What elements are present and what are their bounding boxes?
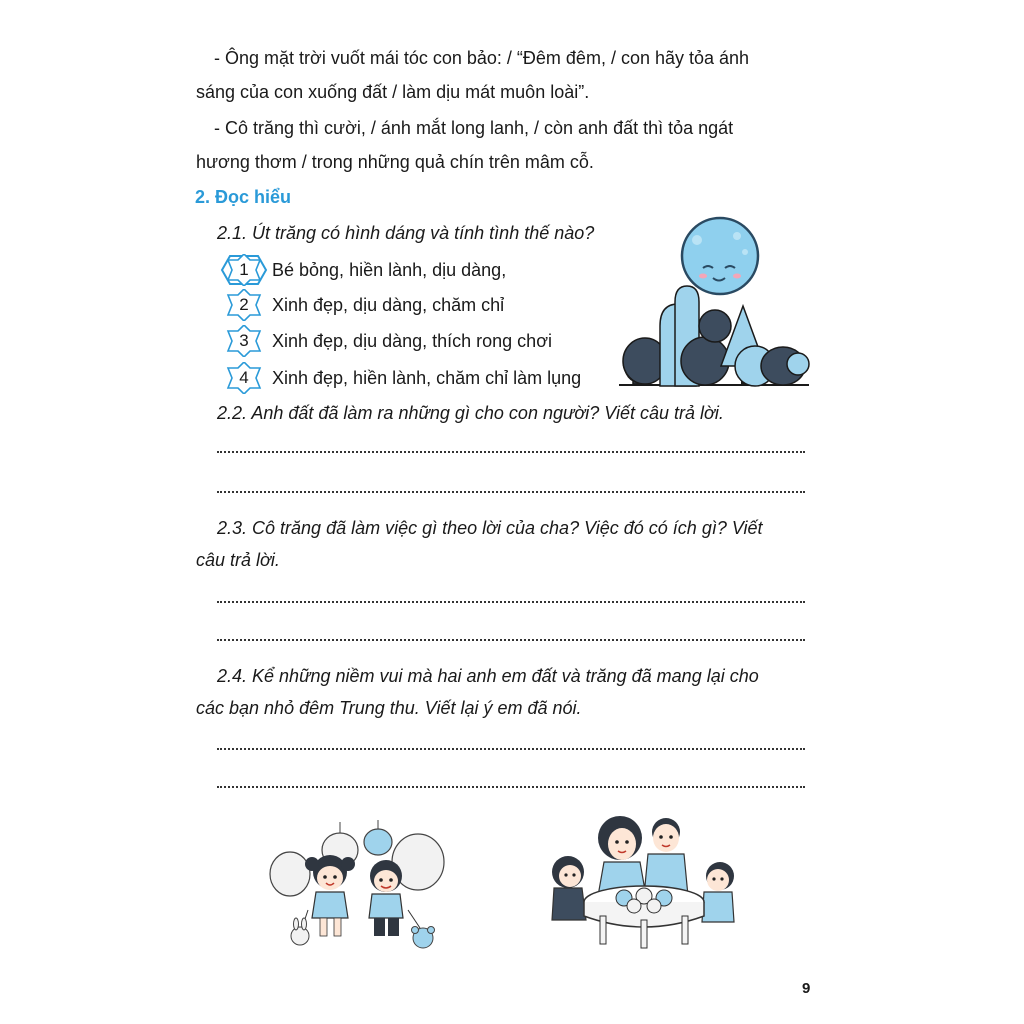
- passage-line-4: hương thơm / trong những quả chín trên mâm cỗ.: [196, 152, 594, 172]
- question-2-4-line-2: các bạn nhỏ đêm Trung thu. Viết lại ý em đã nói.: [196, 698, 582, 718]
- passage-line-3: - Cô trăng thì cười, / ánh mắt long lanh, / còn anh đất thì tỏa ngát: [214, 118, 734, 138]
- option-text: Xinh đẹp, dịu dàng, chăm chỉ: [272, 294, 505, 315]
- option-text: Bé bỏng, hiền lành, dịu dàng,: [272, 259, 507, 280]
- star-badge-icon: [220, 362, 268, 394]
- page-number: 9: [802, 980, 811, 997]
- question-2-1: 2.1. Út trăng có hình dáng và tính tình thế nào?: [217, 223, 595, 243]
- answer-line[interactable]: [217, 451, 805, 453]
- option-number: 2: [239, 295, 249, 314]
- answer-option-4[interactable]: [220, 362, 581, 394]
- passage-line-2: sáng của con xuống đất / làm dịu mát muôn loài”.: [196, 82, 590, 102]
- star-badge-icon: [220, 254, 268, 286]
- question-2-3-line-2: câu trả lời.: [196, 550, 280, 570]
- option-number: 1: [239, 260, 249, 279]
- option-number: 4: [239, 368, 249, 387]
- answer-option-3[interactable]: [220, 325, 552, 357]
- section-heading: 2. Đọc hiểu: [195, 187, 292, 207]
- answer-line[interactable]: [217, 601, 805, 603]
- answer-line[interactable]: [217, 786, 805, 788]
- star-badge-icon: [220, 289, 268, 321]
- children-lanterns-illustration: [268, 820, 456, 952]
- passage-line-1: - Ông mặt trời vuốt mái tóc con bảo: / “Đêm đêm, / con hãy tỏa ánh: [214, 48, 750, 68]
- family-mooncake-illustration: [538, 806, 750, 952]
- answer-option-1[interactable]: [220, 254, 506, 286]
- answer-option-2[interactable]: [220, 289, 504, 321]
- option-text: Xinh đẹp, hiền lành, chăm chỉ làm lụng: [272, 367, 582, 388]
- question-2-3-line-1: 2.3. Cô trăng đã làm việc gì theo lời của cha? Việc đó có ích gì? Viết: [217, 518, 763, 538]
- answer-line[interactable]: [217, 639, 805, 641]
- option-text: Xinh đẹp, dịu dàng, thích rong chơi: [272, 330, 552, 351]
- star-badge-icon: [220, 325, 268, 357]
- moon-trees-illustration: [615, 216, 811, 388]
- answer-line[interactable]: [217, 748, 805, 750]
- answer-line[interactable]: [217, 491, 805, 493]
- question-2-2: 2.2. Anh đất đã làm ra những gì cho con người? Viết câu trả lời.: [217, 403, 724, 423]
- option-number: 3: [239, 331, 249, 350]
- question-2-4-line-1: 2.4. Kể những niềm vui mà hai anh em đất và trăng đã mang lại cho: [217, 666, 759, 686]
